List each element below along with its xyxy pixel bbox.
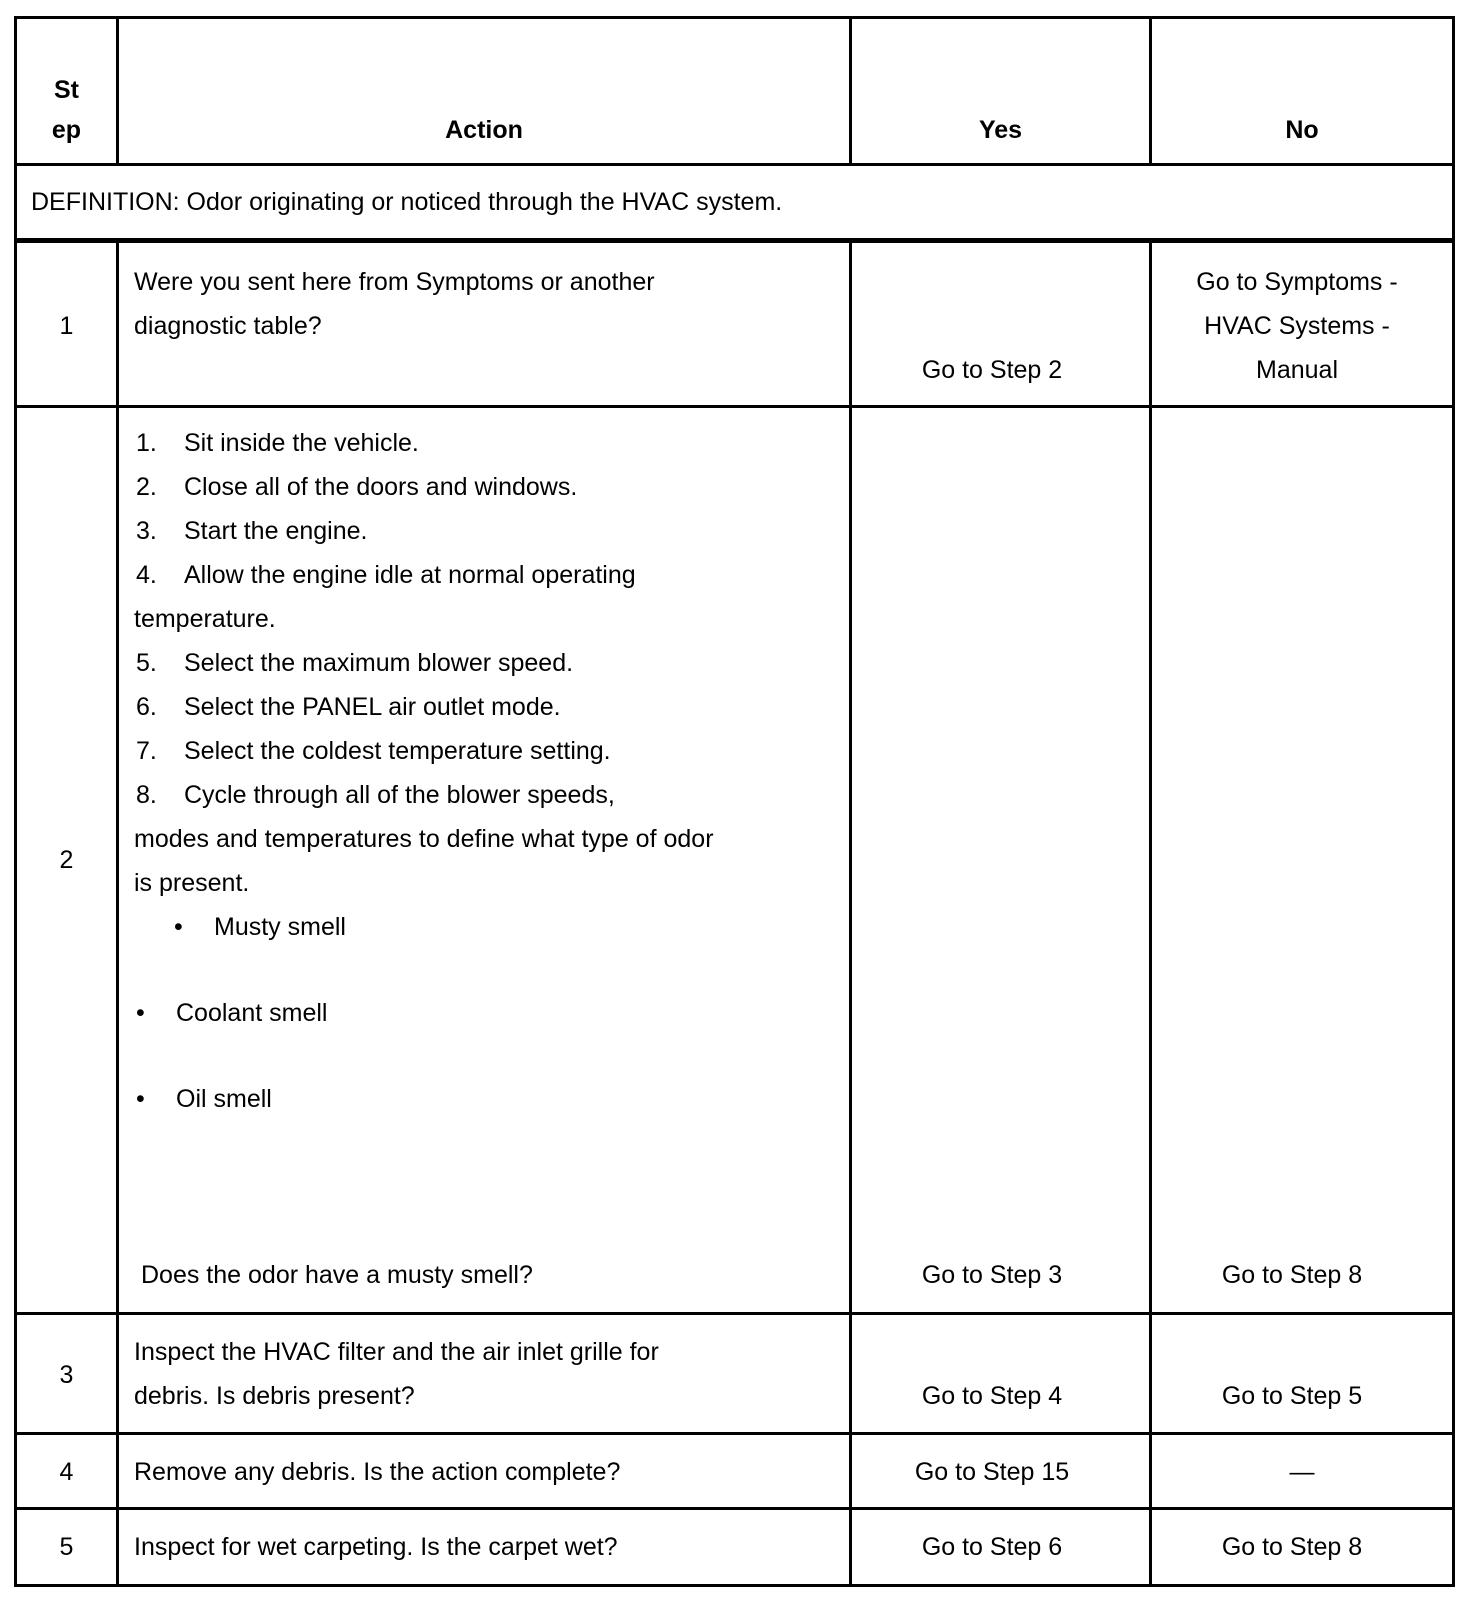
list-item (136, 509, 367, 553)
item-number: 1. (136, 429, 157, 457)
list-item (136, 641, 573, 685)
bullet-item (136, 1077, 272, 1121)
list-item (136, 553, 636, 597)
item-text: Start the engine. (184, 517, 368, 545)
action-text: debris. Is debris present? (134, 1382, 415, 1410)
step-number: 4 (59, 1458, 74, 1486)
border-bottom (14, 1584, 1455, 1587)
yes-cell: Go to Step 4 (921, 1382, 1063, 1410)
item-text: Cycle through all of the blower speeds, (184, 781, 615, 809)
yes-cell: Go to Step 6 (921, 1533, 1063, 1561)
row-divider-thick (14, 238, 1455, 243)
definition-text: DEFINITION: Odor originating or noticed through the HVAC system. (31, 188, 783, 216)
step-number: 3 (59, 1361, 74, 1389)
no-cell: Go to Step 8 (1221, 1533, 1363, 1561)
header-yes: Yes (978, 116, 1023, 144)
item-text: Close all of the doors and windows. (184, 473, 578, 501)
action-text: Inspect the HVAC filter and the air inlet grille for (134, 1338, 659, 1366)
border-right (1452, 16, 1455, 1587)
step-number: 5 (59, 1533, 74, 1561)
list-item (136, 729, 611, 773)
bullet-icon: • (136, 1085, 145, 1113)
item-number: 7. (136, 737, 157, 765)
header-step-line1: St (54, 76, 79, 104)
yes-cell: Go to Step 3 (921, 1261, 1063, 1289)
item-continuation: is present. (134, 869, 250, 897)
step-number: 1 (59, 312, 74, 340)
header-step-line2: ep (51, 116, 82, 144)
bullet-icon: • (136, 999, 145, 1027)
item-number: 8. (136, 781, 157, 809)
list-item (136, 465, 577, 509)
item-continuation: modes and temperatures to define what type of odor (134, 825, 714, 853)
item-number: 6. (136, 693, 157, 721)
yes-cell: Go to Step 15 (914, 1458, 1070, 1486)
item-text: Sit inside the vehicle. (184, 429, 419, 457)
bullet-item (174, 905, 346, 949)
no-cell: Go to Step 8 (1221, 1261, 1363, 1289)
item-number: 2. (136, 473, 157, 501)
border-left (14, 16, 17, 1587)
row-divider (14, 1507, 1455, 1510)
no-cell: — (1289, 1458, 1315, 1486)
bullet-text: Coolant smell (176, 999, 328, 1027)
row-divider (14, 405, 1455, 408)
row-divider (14, 163, 1455, 166)
no-cell: Go to Symptoms - (1196, 268, 1398, 296)
action-text: Remove any debris. Is the action complete? (134, 1458, 621, 1486)
action-text: Inspect for wet carpeting. Is the carpet wet? (134, 1533, 618, 1561)
item-number: 3. (136, 517, 157, 545)
no-cell: Go to Step 5 (1221, 1382, 1363, 1410)
no-cell: HVAC Systems - (1204, 312, 1390, 340)
action-text: Were you sent here from Symptoms or another (134, 268, 655, 296)
list-item (136, 421, 419, 465)
no-cell: Manual (1256, 356, 1338, 384)
row-divider (14, 1312, 1455, 1315)
bullet-item (136, 991, 327, 1035)
action-text: diagnostic table? (134, 312, 322, 340)
item-number: 5. (136, 649, 157, 677)
item-text: Select the PANEL air outlet mode. (184, 693, 561, 721)
yes-cell: Go to Step 2 (921, 356, 1063, 384)
bullet-icon: • (174, 913, 183, 941)
item-text: Select the coldest temperature setting. (184, 737, 611, 765)
row-divider (14, 1432, 1455, 1435)
border-top (14, 16, 1455, 19)
step-number: 2 (59, 846, 74, 874)
list-item (136, 773, 615, 817)
header-no: No (1285, 116, 1319, 144)
item-text: Allow the engine idle at normal operating (184, 561, 636, 589)
bullet-text: Oil smell (176, 1085, 272, 1113)
list-item (136, 685, 561, 729)
item-number: 4. (136, 561, 157, 589)
col-divider-step (116, 240, 119, 1587)
bullet-text: Musty smell (214, 913, 346, 941)
item-continuation: temperature. (134, 605, 276, 633)
header-action: Action (445, 116, 523, 144)
item-text: Select the maximum blower speed. (184, 649, 574, 677)
question-text: Does the odor have a musty smell? (141, 1261, 533, 1289)
